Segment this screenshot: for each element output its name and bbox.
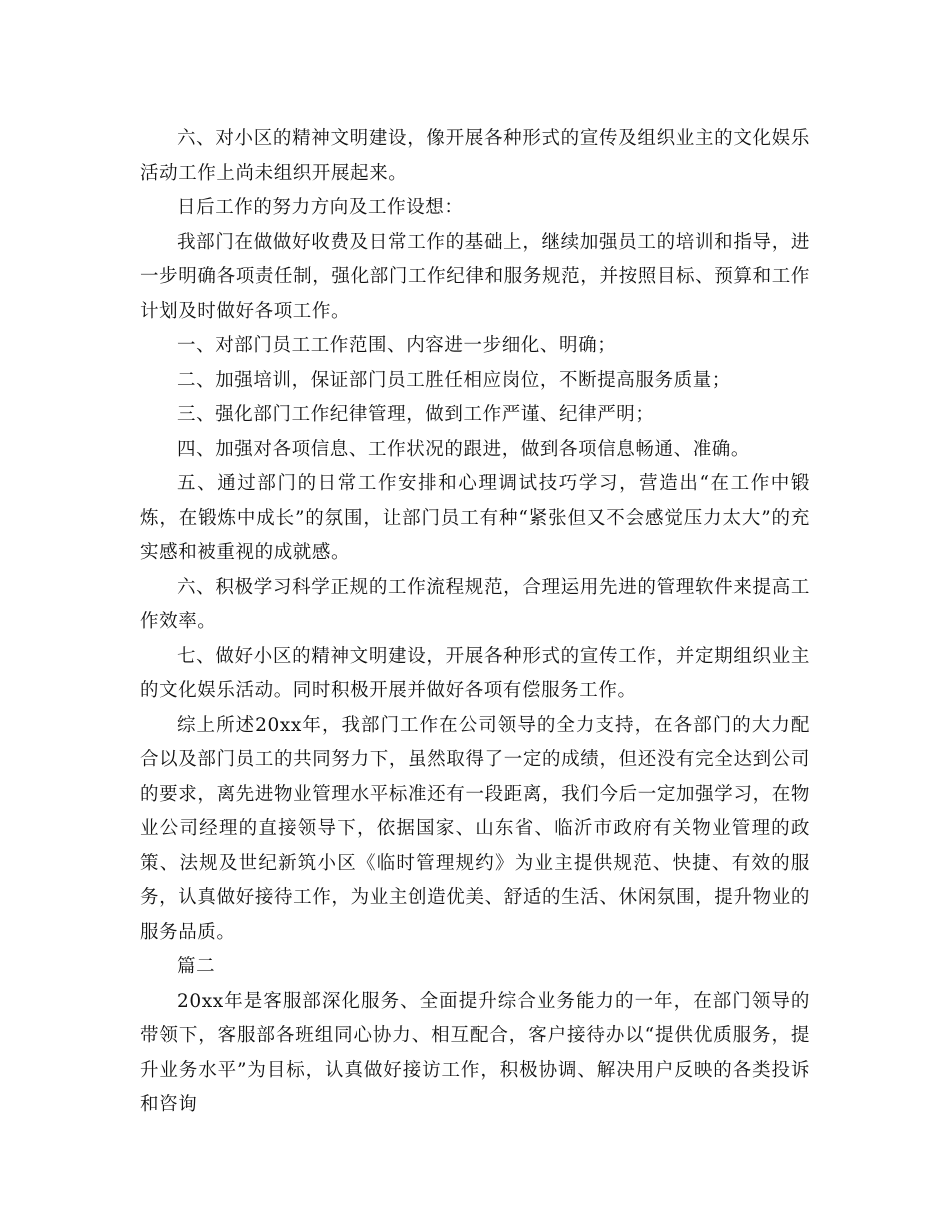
paragraph-plan-item-7: 七、做好小区的精神文明建设，开展各种形式的宣传工作，并定期组织业主的文化娱乐活动。同时积极开展并做好各项有偿服务工作。: [140, 645, 810, 701]
paragraph-plan-item-4: 四、加强对各项信息、工作状况的跟进，做到各项信息畅通、准确。: [177, 438, 751, 460]
section-heading-part-two: 篇二: [177, 956, 216, 977]
document-body: [140, 122, 810, 1123]
paragraph-part-two-intro: 20xx年是客服部深化服务、全面提升综合业务能力的一年，在部门领导的带领下，客服部各班组同心协力、相互配合，客户接待办以“提供优质服务，提升业务水平”为目标，认真做好接访工作，积极协调、解决用户反映的各类投诉和咨询: [140, 990, 810, 1115]
paragraph-future-plan-intro: 我部门在做做好收费及日常工作的基础上，继续加强员工的培训和指导，进一步明确各项责任制，强化部门工作纪律和服务规范，并按照目标、预算和工作计划及时做好各项工作。: [140, 231, 810, 322]
paragraph-plan-item-2: 二、加强培训，保证部门员工胜任相应岗位，不断提高服务质量；: [177, 369, 731, 391]
paragraph-summary: 综上所述20xx年，我部门工作在公司领导的全力支持，在各部门的大力配合以及部门员工的共同努力下，虽然取得了一定的成绩，但还没有完全达到公司的要求，离先进物业管理水平标准还有一段距离，我们今后一定加强学习，在物业公司经理的直接领导下，依据国家、山东省、临沂市政府有关物业管理的政策、法规及世纪新筑小区《临时管理规约》为业主提供规范、快捷、有效的服务，认真做好接待工作，为业主创造优美、舒适的生活、休闲氛围，提升物业的服务品质。: [140, 714, 810, 943]
paragraph-plan-item-6: 六、积极学习科学正规的工作流程规范，合理运用先进的管理软件来提高工作效率。: [140, 576, 810, 632]
paragraph-item-6-remaining: 六、对小区的精神文明建设，像开展各种形式的宣传及组织业主的文化娱乐活动工作上尚未组织开展起来。: [140, 128, 810, 184]
paragraph-future-direction-heading: 日后工作的努力方向及工作设想：: [177, 197, 464, 218]
paragraph-plan-item-5: 五、通过部门的日常工作安排和心理调试技巧学习，营造出“在工作中锻炼，在锻炼中成长”的氛围，让部门员工有种“紧张但又不会感觉压力太大”的充实感和被重视的成就感。: [140, 473, 810, 563]
paragraph-plan-item-3: 三、强化部门工作纪律管理，做到工作严谨、纪律严明；: [177, 404, 655, 425]
paragraph-plan-item-1: 一、对部门员工工作范围、内容进一步细化、明确；: [177, 335, 617, 356]
